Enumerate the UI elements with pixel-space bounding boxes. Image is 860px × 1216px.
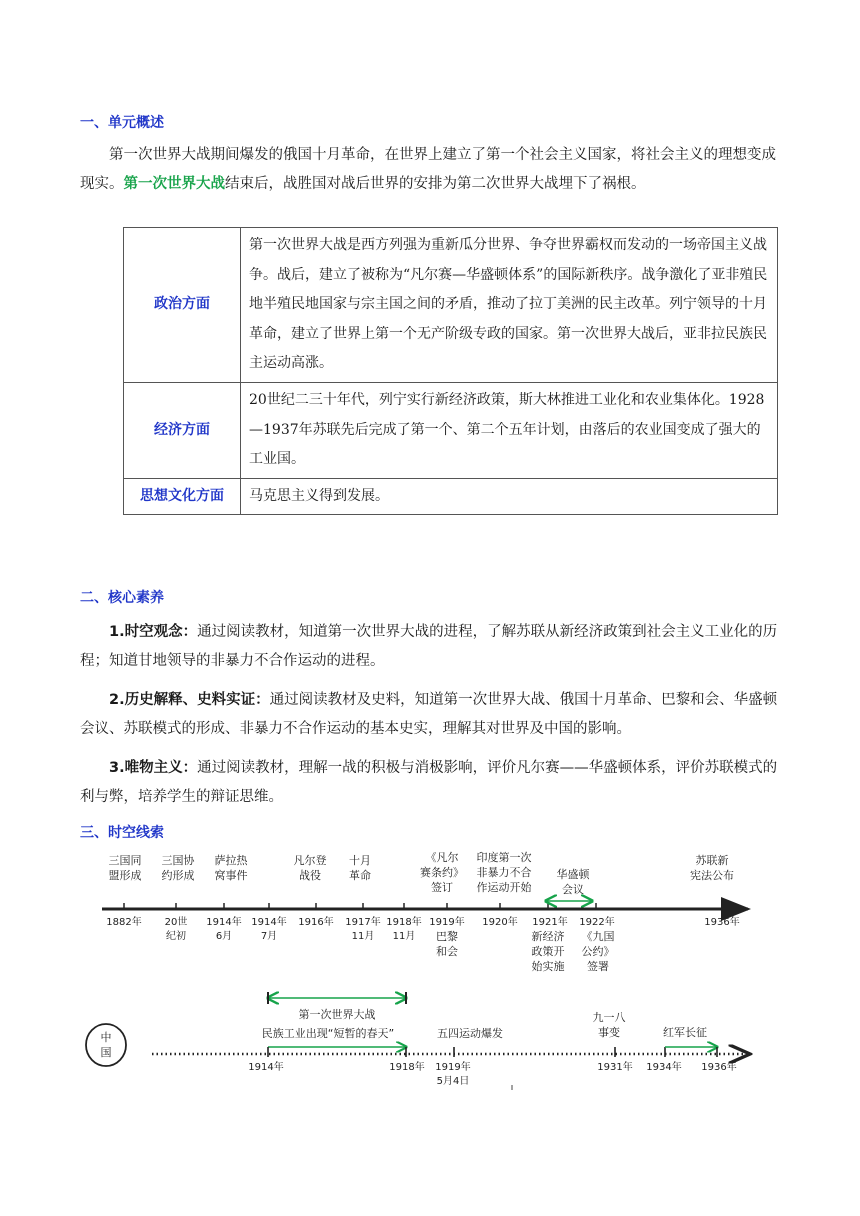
china-date: 1931年 (597, 1062, 633, 1073)
core-item-2 (80, 686, 784, 744)
may4-label: 五四运动爆发 (437, 1027, 503, 1040)
row-label-politics: 政治方面 (124, 228, 241, 383)
event-date: 1936年 (704, 917, 740, 928)
event-date: 1919年 (429, 917, 465, 928)
nine-power-label: 公约》 (581, 945, 615, 958)
event-label: 盟形成 (108, 869, 142, 882)
overview-table (123, 227, 778, 515)
washington-label: 华盛顿 (556, 868, 590, 881)
paris-label: 巴黎 (436, 930, 458, 943)
section-title-timeline: 三、时空线索 (80, 825, 164, 841)
nine-power-label: 《九国 (581, 930, 615, 943)
overview-highlight: 第一次世界大战 (123, 176, 225, 192)
event-date: 1918年 (386, 917, 422, 928)
section-title-overview: 一、单元概述 (80, 115, 164, 131)
event-label: 凡尔登 (293, 854, 327, 867)
table-row (124, 382, 778, 478)
row-label-economy: 经济方面 (124, 382, 241, 478)
china-date: 1918年 (389, 1062, 425, 1073)
nep-label: 政策开 (531, 945, 565, 958)
overview-text-part1: 第一次世界大战期间爆发的俄国十月革命，在世界上建立了第一个社会主义国家，将社会主义的理想变成现实。 (80, 147, 776, 192)
washington-label: 会议 (562, 883, 584, 896)
core-item-1 (80, 618, 784, 676)
event-date: 1917年 (345, 917, 381, 928)
table-row (124, 228, 778, 383)
event-label: 《凡尔 (425, 851, 459, 864)
timeline-diagram (80, 845, 780, 1090)
china-date: 1914年 (248, 1062, 284, 1073)
event-label: 革命 (349, 869, 371, 882)
event-label: 约形成 (161, 869, 195, 882)
event-label: 窝事件 (214, 869, 248, 882)
event-label: 十月 (349, 854, 371, 867)
core-item-label: 2.历史解释、史料实证： (109, 692, 270, 708)
event-label: 印度第一次 (476, 851, 532, 864)
event-date: 11月 (351, 931, 375, 942)
event-label: 苏联新 (695, 854, 729, 867)
overview-paragraph (80, 141, 784, 199)
china-date: 1934年 (646, 1062, 682, 1073)
core-item-label: 1.时空观念： (109, 624, 198, 640)
paris-label: 和会 (436, 945, 458, 958)
china-badge-text: 中 (100, 1031, 112, 1044)
event-label: 萨拉热 (214, 854, 248, 867)
nep-label: 新经济 (531, 930, 565, 943)
event-date: 1920年 (482, 917, 518, 928)
row-content-politics: 第一次世界大战是西方列强为重新瓜分世界、争夺世界霸权而发动的一场帝国主义战争。战后，建立了被称为“凡尔赛—华盛顿体系”的国际新秩序。战争激化了亚非殖民地半殖民地国家与宗主国之间的矛盾，推动了拉丁美洲的民主改革。列宁领导的十月革命，建立了世界上第一个无产阶级专政的国家。第一次世界大战后，亚非拉民族民主运动高涨。 (241, 228, 778, 383)
mukden-label: 事变 (598, 1026, 620, 1039)
nine-power-label: 签署 (587, 960, 609, 973)
event-date: 20世 (164, 917, 188, 928)
event-label: 宪法公布 (690, 869, 734, 882)
event-date: 1922年 (579, 917, 615, 928)
section-title-core: 二、核心素养 (80, 590, 164, 606)
event-date: 1916年 (298, 917, 334, 928)
longmarch-label: 红军长征 (663, 1026, 707, 1039)
event-label: 三国协 (161, 854, 195, 867)
row-content-economy: 20世纪二三十年代，列宁实行新经济政策，斯大林推进工业化和农业集体化。1928—1937年苏联先后完成了第一个、第二个五年计划，由落后的农业国变成了强大的工业国。 (241, 382, 778, 478)
event-date: 1882年 (106, 917, 142, 928)
industry-label: 民族工业出现“短暂的春天” (261, 1027, 395, 1040)
event-label: 战役 (299, 869, 321, 882)
event-date: 7月 (260, 931, 278, 942)
core-item-label: 3.唯物主义： (109, 760, 198, 776)
core-item-text: 通过阅读教材及史料，知道第一次世界大战、俄国十月革命、巴黎和会、华盛顿会议、苏联模式的形成、非暴力不合作运动的基本史实，理解其对世界及中国的影响。 (80, 692, 778, 737)
core-item-text: 通过阅读教材，理解一战的积极与消极影响，评价凡尔赛——华盛顿体系，评价苏联模式的利与弊，培养学生的辩证思维。 (80, 760, 778, 805)
mukden-label: 九一八 (592, 1011, 626, 1024)
table-row (124, 478, 778, 515)
china-badge-text: 国 (100, 1046, 112, 1059)
ww1-label: 第一次世界大战 (298, 1008, 376, 1021)
overview-text-part2: 结束后，战胜国对战后世界的安排为第二次世界大战埋下了祸根。 (225, 176, 646, 192)
core-item-3 (80, 754, 784, 812)
event-date: 1914年 (206, 917, 242, 928)
nep-label: 始实施 (531, 960, 565, 973)
row-content-culture: 马克思主义得到发展。 (241, 478, 778, 515)
event-label: 赛条约》 (420, 866, 464, 879)
event-date: 11月 (392, 931, 416, 942)
event-date: 1921年 (532, 917, 568, 928)
event-date: 1914年 (251, 917, 287, 928)
core-item-text: 通过阅读教材，知道第一次世界大战的进程，了解苏联从新经济政策到社会主义工业化的历程；知道甘地领导的非暴力不合作运动的进程。 (80, 624, 778, 669)
china-date: 1919年 (435, 1062, 471, 1073)
china-date: 1936年 (701, 1062, 737, 1073)
china-date: 5月4日 (436, 1076, 470, 1087)
event-date: 纪初 (166, 931, 186, 942)
event-label: 签订 (431, 881, 453, 894)
event-label: 作运动开始 (476, 881, 532, 894)
row-label-culture: 思想文化方面 (124, 478, 241, 515)
event-date: 6月 (215, 931, 233, 942)
event-label: 三国同 (108, 854, 142, 867)
event-label: 非暴力不合 (476, 866, 532, 879)
